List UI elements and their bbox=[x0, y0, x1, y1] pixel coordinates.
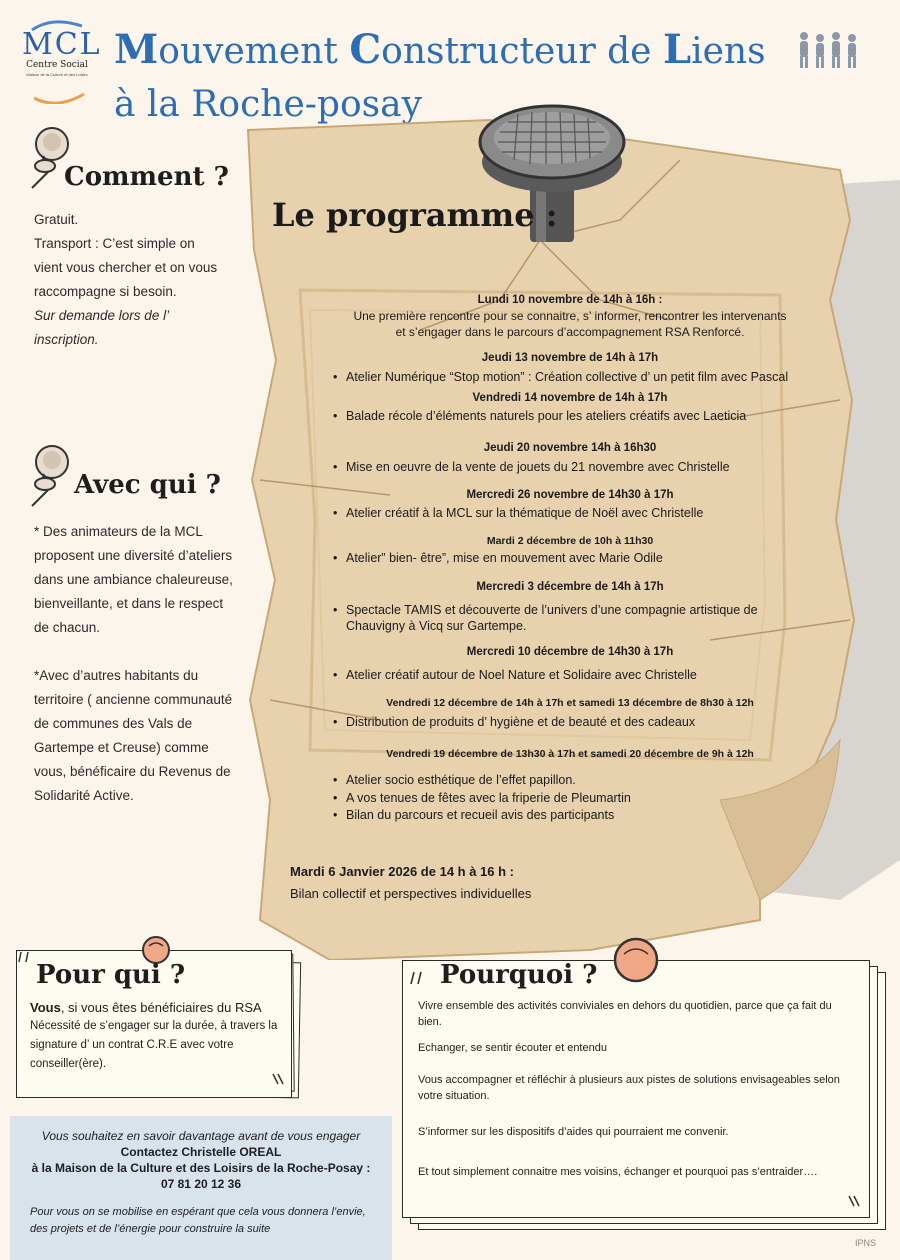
people-group-icon bbox=[794, 30, 864, 70]
comment-line-3: Sur demande lors de l’ inscription. bbox=[34, 308, 169, 347]
logo-subtitle: Centre Social bbox=[26, 60, 88, 70]
event-item: • Atelier socio esthétique de l’effet papillon. bbox=[346, 773, 576, 787]
event-item: • Atelier” bien- être”, mise en mouvement avec Marie Odile bbox=[346, 551, 663, 565]
quote-mark-icon bbox=[846, 1194, 860, 1210]
pourquoi-para-3: Vous accompagner et réfléchir à plusieurs aux pistes de solutions envisageables selon votre situation. bbox=[418, 1074, 840, 1102]
event-item: • Bilan du parcours et recueil avis des participants bbox=[346, 808, 614, 822]
event-item: • Atelier créatif à la MCL sur la thématique de Noël avec Christelle bbox=[346, 506, 703, 520]
event-item: • Atelier créatif autour de Noel Nature et Solidaire avec Christelle bbox=[346, 668, 697, 682]
comment-text bbox=[34, 208, 224, 352]
logo-text: MCL bbox=[22, 27, 102, 62]
event-date: Mercredi 26 novembre de 14h30 à 17h bbox=[466, 489, 674, 501]
contact-phone[interactable]: 07 81 20 12 36 bbox=[160, 1177, 242, 1191]
event-item: • Balade récole d’éléments naturels pour les ateliers créatifs avec Laeticia bbox=[346, 409, 746, 423]
avec-qui-para-2: *Avec d’autres habitants du territoire ( ancienne communauté de communes des Vals de Gartempe et Creuse) comme vous, bénéficaire du Revenus de Solidarité Active. bbox=[34, 668, 233, 803]
event-item-cont: Chauvigny à Vicq sur Gartempe. bbox=[346, 619, 527, 633]
comment-heading: Comment ? bbox=[64, 162, 229, 192]
ipns-mark: IPNS bbox=[854, 1238, 876, 1248]
event-date: Mercredi 10 décembre de 14h30 à 17h bbox=[466, 646, 674, 658]
pourquoi-para-1: Vivre ensemble des activités conviviales en dehors du quotidien, parce que ça fait du bien. bbox=[418, 1000, 832, 1028]
event-date: Jeudi 13 novembre de 14h à 17h bbox=[481, 352, 659, 364]
avec-qui-para-1: * Des animateurs de la MCL proposent une diversité d’ateliers dans une ambiance chaleureuse, bienveillante, et dans le respect de chacun. bbox=[34, 524, 233, 635]
contact-place: à la Maison de la Culture et des Loisirs de la Roche-Posay : bbox=[31, 1161, 371, 1175]
contact-intro: Vous souhaitez en savoir davantage avant de vous engager bbox=[41, 1129, 361, 1143]
pour-qui-heading: Pour qui ? bbox=[36, 960, 186, 990]
avec-qui-heading: Avec qui ? bbox=[74, 470, 221, 500]
event-item: • Distribution de produits d’ hygiène et de beauté et des cadeaux bbox=[346, 715, 695, 729]
pourquoi-para-5: Et tout simplement connaitre mes voisins, échanger et pourquoi pas s’entraider…. bbox=[418, 1166, 818, 1178]
final-desc: Bilan collectif et perspectives individuelles bbox=[290, 886, 532, 901]
final-date: Mardi 6 Janvier 2026 de 14 h à 16 h : bbox=[290, 864, 515, 879]
event-desc: Une première rencontre pour se connaitre, s’ informer, rencontrer les intervenants et s’engager dans le parcours d’accompagnement RSA Renforcé. bbox=[353, 309, 787, 339]
event-date: Vendredi 12 décembre de 14h à 17h et samedi 13 décembre de 8h30 à 12h bbox=[386, 697, 754, 709]
event-date: Lundi 10 novembre de 14h à 16h : bbox=[477, 294, 663, 306]
contact-name: Contactez Christelle OREAL bbox=[120, 1145, 282, 1159]
event-item: • Spectacle TAMIS et découverte de l’univers d’une compagnie artistique de bbox=[346, 603, 758, 617]
push-pin-icon bbox=[18, 440, 78, 510]
quote-mark-icon bbox=[18, 950, 32, 966]
page-title-line1: Mouvement Constructeur de Liens bbox=[114, 26, 766, 73]
event-item: • A vos tenues de fêtes avec la friperie de Pleumartin bbox=[346, 791, 631, 805]
event-date: Vendredi 19 décembre de 13h30 à 17h et samedi 20 décembre de 9h à 12h bbox=[386, 748, 754, 760]
pourquoi-para-4: S’informer sur les dispositifs d’aides qui pourraient me convenir. bbox=[418, 1126, 729, 1138]
contact-closing: Pour vous on se mobilise en espérant que cela vous donnera l’envie, des projets et de l’énergie pour construire la suite bbox=[30, 1206, 366, 1235]
logo-subtitle-2: Maison de la Culture et des Loisirs bbox=[26, 72, 88, 77]
event-date: Jeudi 20 novembre 14h à 16h30 bbox=[483, 442, 657, 454]
quote-mark-icon bbox=[410, 970, 426, 988]
event-date: Mardi 2 décembre de 10h à 11h30 bbox=[486, 535, 654, 547]
contact-box bbox=[10, 1116, 392, 1260]
pourquoi-para-2: Echanger, se sentir écouter et entendu bbox=[418, 1042, 607, 1054]
pour-qui-text: Vous, si vous êtes bénéficiaires du RSA Nécessité de s’engager sur la durée, à travers la signature d’ un contrat C.R.E avec votre conseiller(ère). bbox=[30, 1000, 278, 1070]
pin-icon bbox=[610, 936, 662, 986]
page-title-line2: à la Roche-posay bbox=[114, 84, 422, 125]
quote-mark-icon bbox=[270, 1072, 284, 1088]
programme-title: Le programme : bbox=[272, 196, 558, 234]
mcl-logo bbox=[22, 14, 102, 104]
comment-line-1: Gratuit. bbox=[34, 212, 79, 227]
event-date: Vendredi 14 novembre de 14h à 17h bbox=[472, 392, 668, 404]
event-item: • Mise en oeuvre de la vente de jouets du 21 novembre avec Christelle bbox=[346, 460, 730, 474]
comment-line-2: Transport : C’est simple on vient vous chercher et on vous raccompagne si besoin. bbox=[34, 236, 218, 299]
event-item: • Atelier Numérique “Stop motion” : Création collective d’ un petit film avec Pascal bbox=[346, 370, 788, 384]
event-date: Mercredi 3 décembre de 14h à 17h bbox=[476, 581, 664, 593]
pourquoi-heading: Pourquoi ? bbox=[440, 960, 598, 990]
